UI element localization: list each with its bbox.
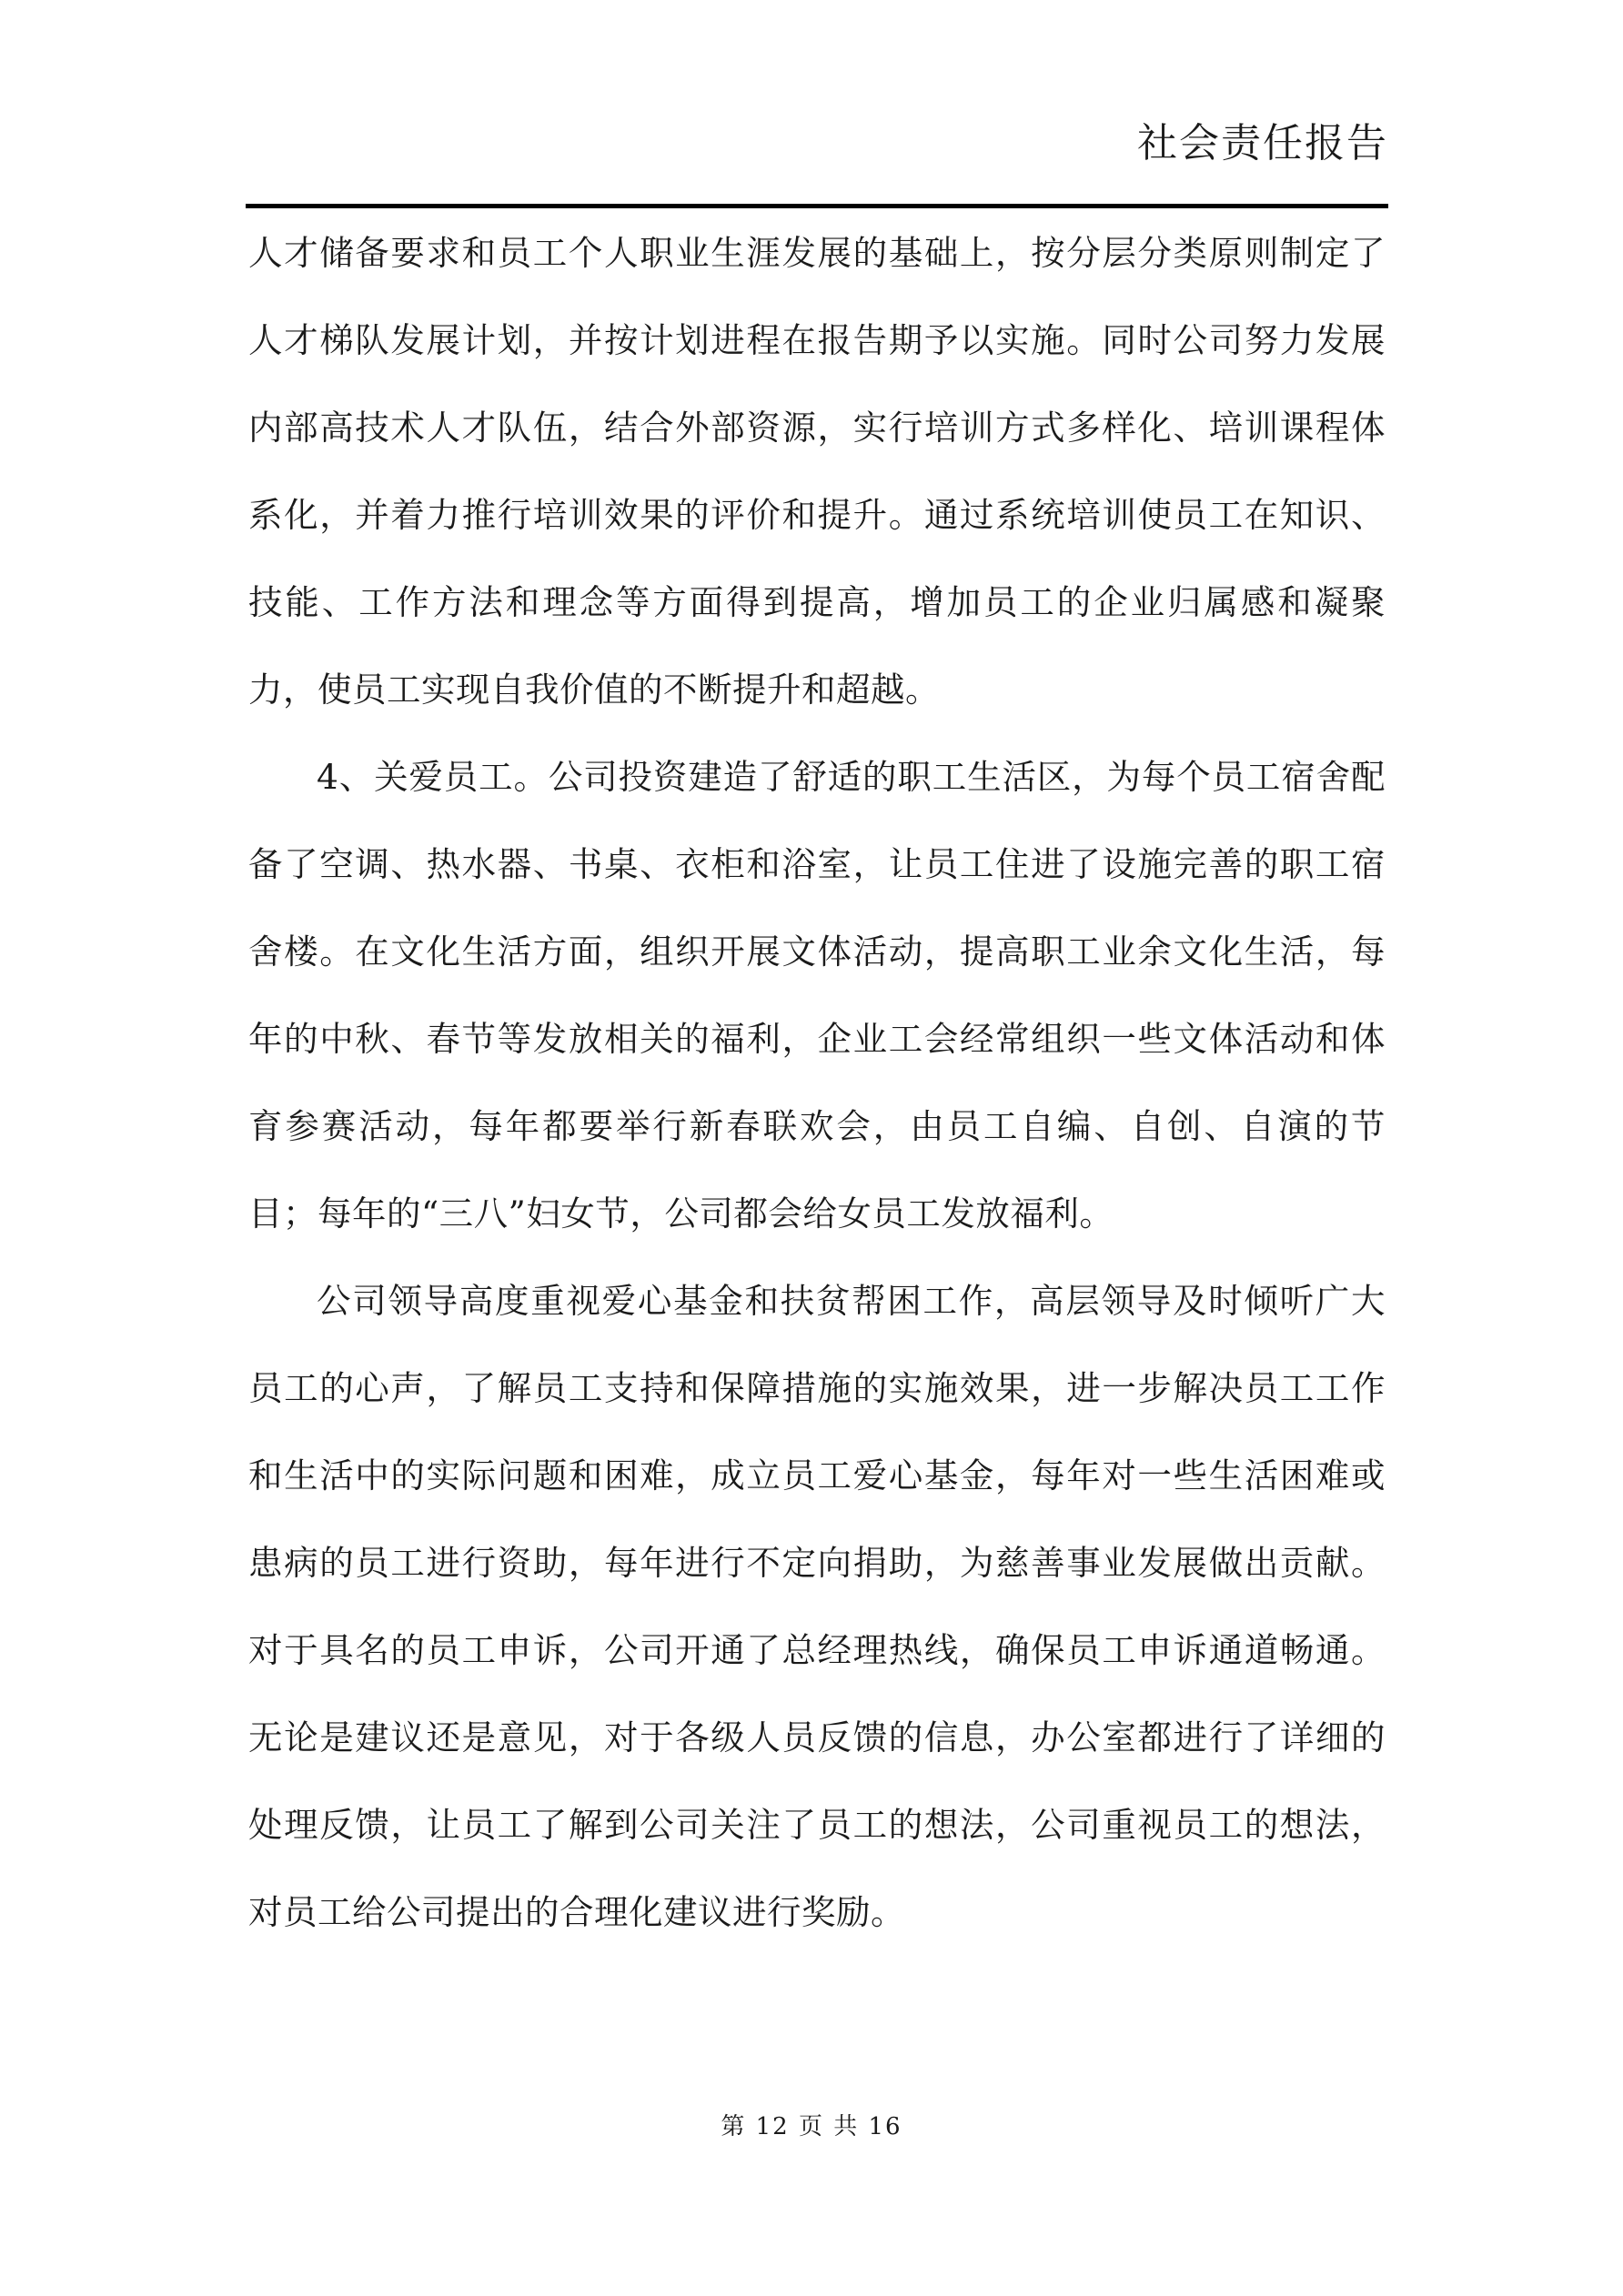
page-number: 第 12 页 共 16 xyxy=(721,2113,902,2140)
paragraph-charity-fund: 公司领导高度重视爱心基金和扶贫帮困工作，高层领导及时倾听广大员工的心声，了解员工支持和保障措施的实施效果，进一步解决员工工作和生活中的实际问题和困难，成立员工爱心基金，每年对一些生活困难或患病的员工进行资助，每年进行不定向捐助，为慈善事业发展做出贡献。对于具名的员工申诉，公司开通了总经理热线，确保员工申诉通道畅通。无论是建议还是意见，对于各级人员反馈的信息，办公室都进行了详细的处理反馈，让员工了解到公司关注了员工的想法，公司重视员工的想法，对员工给公司提出的合理化建议进行奖励。 xyxy=(248,1281,1386,1932)
report-header-title: 社会责任报告 xyxy=(1137,120,1388,166)
paragraph-talent-development: 人才储备要求和员工个人职业生涯发展的基础上，按分层分类原则制定了人才梯队发展计划，并按计划进程在报告期予以实施。同时公司努力发展内部高技术人才队伍，结合外部资源，实行培训方式多样化、培训课程体系化，并着力推行培训效果的评价和提升。通过系统培训使员工在知识、技能、工作方法和理念等方面得到提高，增加员工的企业归属感和凝聚力，使员工实现自我价值的不断提升和超越。 xyxy=(248,233,1386,710)
header-divider xyxy=(246,204,1388,208)
document-body xyxy=(248,209,1386,1956)
paragraph-employee-care: 4、关爱员工。公司投资建造了舒适的职工生活区，为每个员工宿舍配备了空调、热水器、书桌、衣柜和浴室，让员工住进了设施完善的职工宿舍楼。在文化生活方面，组织开展文体活动，提高职工业余文化生活，每年的中秋、春节等发放相关的福利，企业工会经常组织一些文体活动和体育参赛活动，每年都要举行新春联欢会，由员工自编、自创、自演的节目；每年的“三八”妇女节，公司都会给女员工发放福利。 xyxy=(248,757,1386,1234)
